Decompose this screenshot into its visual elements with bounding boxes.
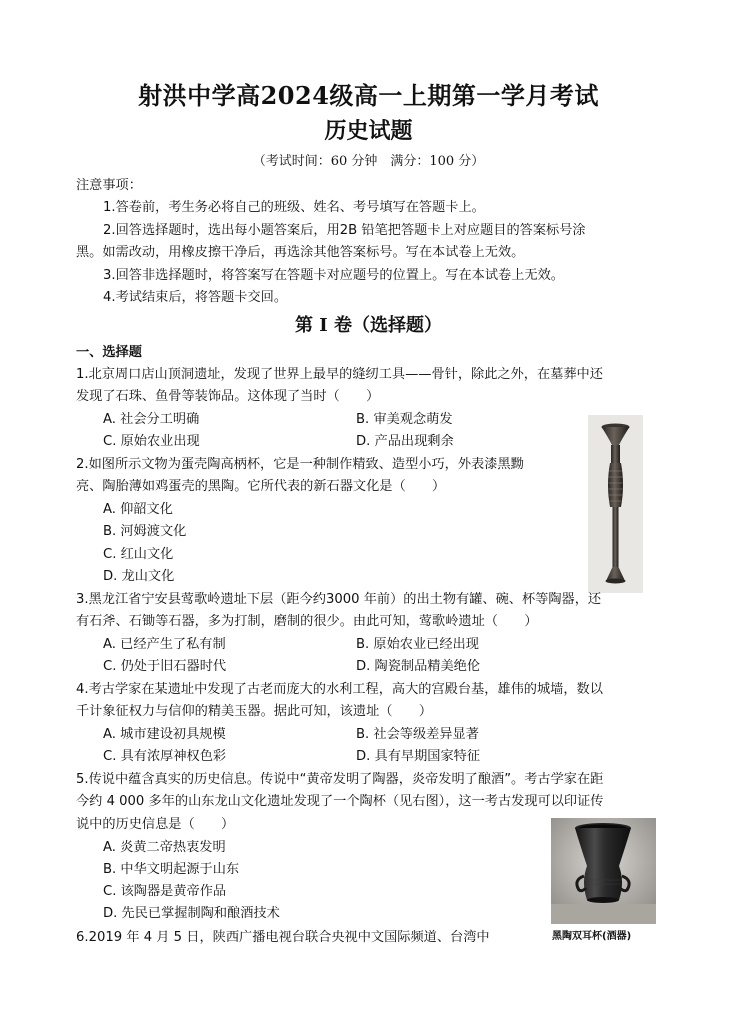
q2-option-a[interactable]: A. 仰韶文化: [103, 502, 173, 517]
q3-option-d[interactable]: D. 陶瓷制品精美绝伦: [356, 659, 481, 674]
q5-option-d[interactable]: D. 先民已掌握制陶和酿酒技术: [103, 906, 280, 921]
q1-option-c[interactable]: C. 原始农业出现: [103, 434, 200, 449]
question-5-line: 今约 4 000 多年的山东龙山文化遗址发现了一个陶杯（见右图），这一考古发现可以印证传: [76, 794, 604, 809]
q1-option-b[interactable]: B. 审美观念萌发: [356, 412, 453, 427]
notice-item: 黑。如需改动，用橡皮擦干净后，再选涂其他答案标号。写在本试卷上无效。: [76, 245, 525, 260]
part-heading: 一、选择题: [76, 345, 142, 360]
q4-option-c[interactable]: C. 具有浓厚神权色彩: [103, 749, 227, 764]
q5-option-a[interactable]: A. 炎黄二帝热衷发明: [103, 840, 226, 855]
question-4-line: 4.考古学家在某遗址中发现了古老而庞大的水利工程，高大的宫殿台基，雄伟的城墙，数以: [76, 682, 603, 697]
q5-option-b[interactable]: B. 中华文明起源于山东: [103, 862, 240, 877]
notice-item: 2.回答选择题时，选出每小题答案后，用2B 铅笔把答题卡上对应题目的答案标号涂: [103, 223, 586, 238]
question-5-line: 说中的历史信息是（ ）: [76, 817, 235, 832]
exam-title: 射洪中学高2024级高一上期第一学月考试: [138, 81, 599, 110]
question-5-line: 5.传说中蕴含真实的历史信息。传说中“黄帝发明了陶器，炎帝发明了酿酒”。考古学家在距: [76, 772, 604, 787]
q4-option-d[interactable]: D. 具有早期国家特征: [356, 749, 481, 764]
black-pottery-cup-figure: [551, 818, 656, 924]
q1-option-d[interactable]: D. 产品出现剩余: [356, 434, 454, 449]
notice-heading: 注意事项：: [76, 178, 142, 193]
q2-option-d[interactable]: D. 龙山文化: [103, 569, 175, 584]
q3-option-b[interactable]: B. 原始农业已经出现: [356, 637, 479, 652]
question-2-line: 亮、陶胎薄如鸡蛋壳的黑陶。它所代表的新石器文化是（ ）: [76, 479, 446, 494]
q5-option-c[interactable]: C. 该陶器是黄帝作品: [103, 884, 227, 899]
question-3-line: 3.黑龙江省宁安县莺歌岭遗址下层（距今约3000 年前）的出土物有罐、碗、杯等陶器，还: [76, 592, 602, 607]
notice-item: 1.答卷前，考生务必将自己的班级、姓名、考号填写在答题卡上。: [103, 200, 485, 215]
black-pottery-cup-image: [551, 818, 656, 924]
q2-option-c[interactable]: C. 红山文化: [103, 547, 174, 562]
q4-option-b[interactable]: B. 社会等级差异显著: [356, 727, 479, 742]
figure-caption: 黑陶双耳杯(酒器): [552, 931, 632, 942]
exam-info: （考试时间：60 分钟 满分：100 分）: [252, 154, 485, 169]
question-6-line: 6.2019 年 4 月 5 日，陕西广播电视台联合央视中文国际频道、台湾中: [76, 930, 490, 945]
q4-option-a[interactable]: A. 城市建设初具规模: [103, 727, 226, 742]
question-2-line: 2.如图所示文物为蛋壳陶高柄杯，它是一种制作精致、造型小巧，外表漆黑黝: [76, 457, 524, 472]
question-3-line: 有石斧、石锄等石器，多为打制，磨制的很少。由此可知，莺歌岭遗址（ ）: [76, 614, 538, 629]
question-1-line: 发现了石珠、鱼骨等装饰品。这体现了当时（ ）: [76, 389, 380, 404]
q2-option-b[interactable]: B. 河姆渡文化: [103, 524, 187, 539]
q3-option-a[interactable]: A. 已经产生了私有制: [103, 637, 226, 652]
question-1-line: 1.北京周口店山顶洞遗址，发现了世界上最早的缝纫工具——骨针，除此之外，在墓葬中还: [76, 367, 603, 382]
eggshell-cup-figure: [588, 415, 643, 593]
eggshell-cup-image: [588, 415, 643, 593]
exam-subject: 历史试题: [324, 118, 413, 144]
section-title: 第 I 卷（选择题）: [295, 315, 442, 336]
question-4-line: 千计象征权力与信仰的精美玉器。据此可知，该遗址（ ）: [76, 704, 433, 719]
notice-item: 3.回答非选择题时，将答案写在答题卡对应题号的位置上。写在本试卷上无效。: [103, 268, 564, 283]
q1-option-a[interactable]: A. 社会分工明确: [103, 412, 200, 427]
q3-option-c[interactable]: C. 仍处于旧石器时代: [103, 659, 227, 674]
notice-item: 4.考试结束后，将答题卡交回。: [103, 290, 288, 305]
